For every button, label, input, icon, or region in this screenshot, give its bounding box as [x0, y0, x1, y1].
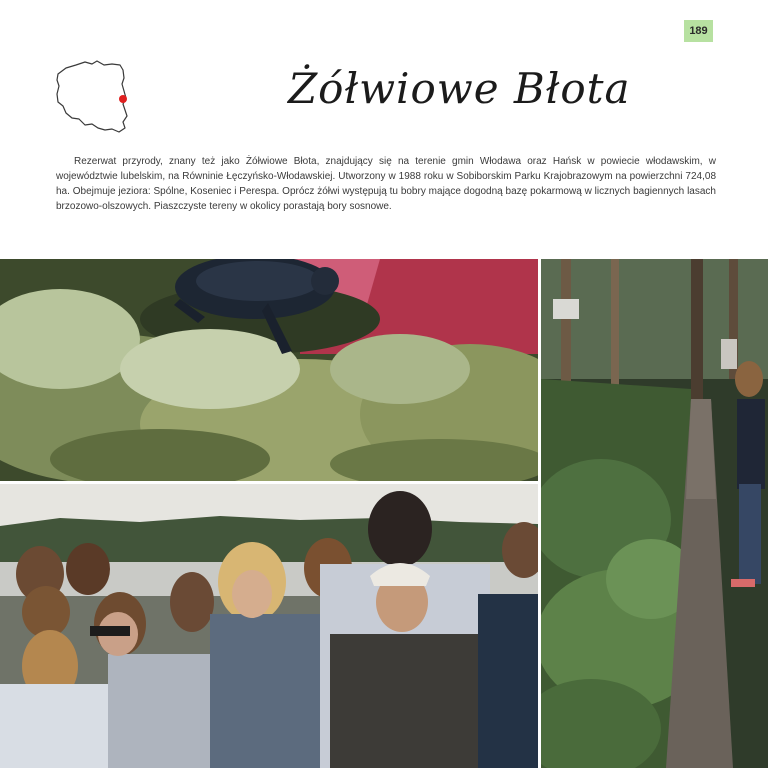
group-at-lake-photo — [0, 484, 538, 768]
page-title: Żółwiowe Błota — [288, 64, 631, 113]
forest-boardwalk-photo — [541, 259, 768, 768]
location-dot-icon — [119, 95, 127, 103]
intro-paragraph: Rezerwat przyrody, znany też jako Żółwiowe Błota, znajdujący się na terenie gmin Włodawa oraz Hańsk w powiecie włodawskim, w województwie lubelskim, na Równinie Łęczyńsko-Włodawskiej. Utworzony w 1988 roku w Sobiborskim Parku Krajobrazowym na powierzchni 724,08 ha. Obejmuje jeziora: Spólne, Koseniec i Perespa. Oprócz żółwi występują tu bobry mające dogodną bazę pokarmową w licznych bagiennych lasach brzozowo-olszowych. Piaszczyste tereny w okolicy porastają bory sosnowe. — [56, 156, 716, 212]
page-number: 189 — [684, 20, 713, 42]
poland-outline-map-icon — [52, 58, 134, 136]
turtle-on-moss-photo — [0, 259, 538, 481]
